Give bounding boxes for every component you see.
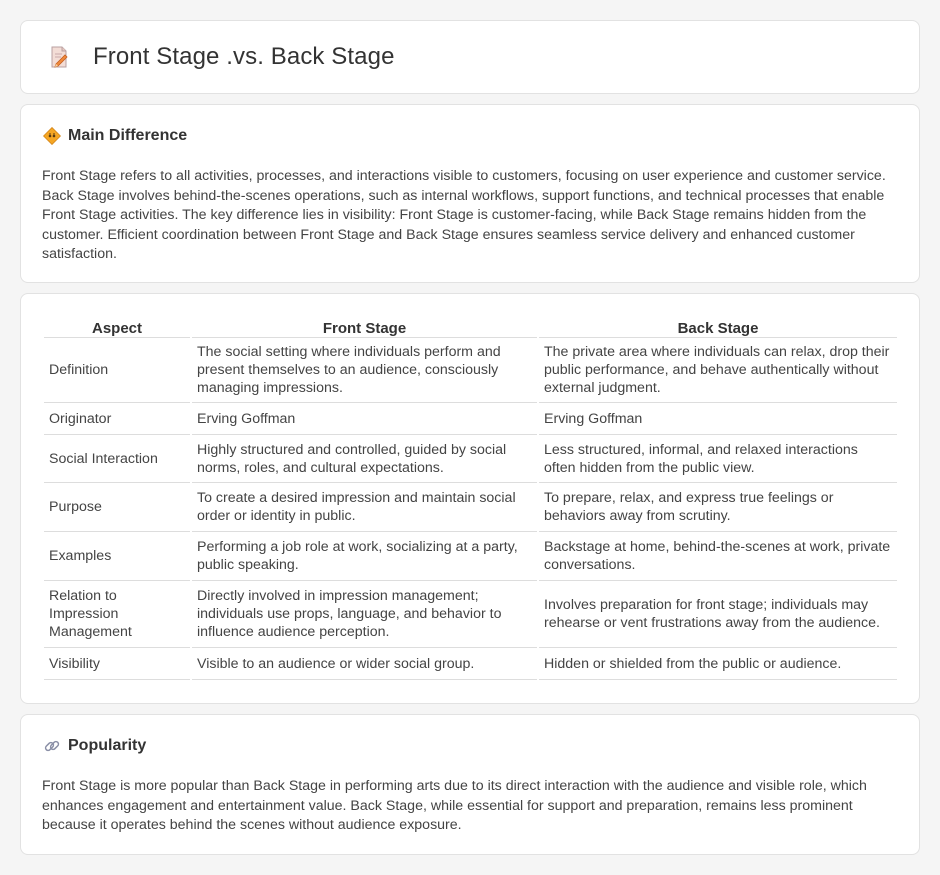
table-row [44, 338, 897, 403]
link-icon [43, 737, 61, 755]
row-back: Erving Goffman [539, 403, 897, 435]
popularity-text: Front Stage is more popular than Back Stage in performing arts due to its direct interaction with the audience and visible role, which enhances engagement and entertainment value. Back Stage, while essential for support and preparation, remains less prominent because it operates behind the scenes without audience exposure. [42, 778, 867, 834]
table-row [44, 483, 897, 532]
table-row [44, 403, 897, 435]
row-back: Backstage at home, behind-the-scenes at work, private conversations. [539, 532, 897, 581]
page-title: Front Stage .vs. Back Stage [93, 43, 395, 70]
header-aspect: Aspect [44, 316, 190, 338]
row-front: To create a desired impression and maintain social order or identity in public. [192, 483, 537, 532]
row-front: Erving Goffman [192, 403, 537, 435]
row-back: Hidden or shielded from the public or audience. [539, 648, 897, 680]
row-back: Involves preparation for front stage; individuals may rehearse or vent frustrations away from the audience. [539, 581, 897, 648]
row-aspect: Examples [44, 532, 190, 581]
table-header-row [44, 316, 897, 338]
row-back: The private area where individuals can relax, drop their public performance, and behave authentically without external judgment. [539, 338, 897, 403]
table-row [44, 532, 897, 581]
popularity-heading: Popularity [68, 737, 147, 754]
table-row [44, 648, 897, 680]
table-row [44, 581, 897, 648]
row-front: Visible to an audience or wider social group. [192, 648, 537, 680]
popularity-section [20, 714, 920, 855]
title-card [20, 20, 920, 94]
row-front: Performing a job role at work, socializing at a party, public speaking. [192, 532, 537, 581]
main-difference-text: Front Stage refers to all activities, processes, and interactions visible to customers, focusing on user experience and customer service. Back Stage involves behind-the-scenes operations, such as internal workflows, support functions, and technical processes that enable Front Stage activities. The key difference lies in visibility: Front Stage is customer-facing, while Back Stage remains hidden from the customer. Efficient coordination between Front Stage and Back Stage ensures seamless service delivery and enhanced customer satisfaction. [42, 168, 886, 263]
row-front: The social setting where individuals perform and present themselves to an audience, consciously managing impressions. [192, 338, 537, 403]
row-back: Less structured, informal, and relaxed interactions often hidden from the public view. [539, 435, 897, 483]
row-front: Directly involved in impression management; individuals use props, language, and behavior to influence audience perception. [192, 581, 537, 648]
comparison-section [20, 293, 920, 704]
row-aspect: Purpose [44, 483, 190, 532]
document-pencil-icon [47, 45, 71, 69]
row-aspect: Social Interaction [44, 435, 190, 483]
row-aspect: Visibility [44, 648, 190, 680]
row-aspect: Relation to Impression Management [44, 581, 190, 648]
main-difference-section [20, 104, 920, 283]
row-aspect: Definition [44, 338, 190, 403]
row-back: To prepare, relax, and express true feelings or behaviors away from scrutiny. [539, 483, 897, 532]
header-back-stage: Back Stage [539, 316, 897, 338]
header-front-stage: Front Stage [192, 316, 537, 338]
main-difference-heading: Main Difference [68, 127, 188, 144]
row-aspect: Originator [44, 403, 190, 435]
diamond-sign-icon [43, 127, 61, 145]
comparison-table [42, 316, 899, 680]
table-row [44, 435, 897, 483]
row-front: Highly structured and controlled, guided by social norms, roles, and cultural expectations. [192, 435, 537, 483]
